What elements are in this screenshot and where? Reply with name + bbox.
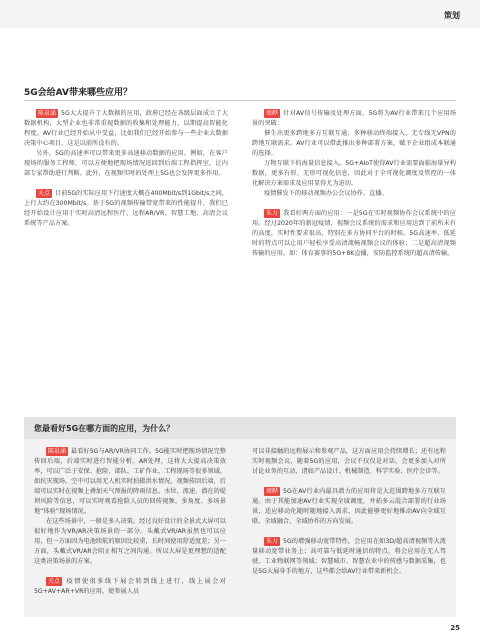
answer-paragraph [252,487,446,527]
answer-paragraph [252,109,456,129]
speaker-tag: 关点 [38,190,51,197]
speaker-tag: 周晔 [266,110,279,117]
answer-paragraph [34,517,226,567]
answer-text: 5G大大提升了大数据的应用，政府已经在各级层面成立了大数据机构，大型企业也非常重视数据的收集和处理能力，以期提高智能化程度。AV行业已经开始从中受益，比如我们已经开始参与一些企业大数据决策中心项目，这是以前所没有的。 [24,110,228,147]
answer-paragraph [24,109,228,149]
answer-paragraph [252,129,456,159]
answer-column-left-2 [34,447,226,597]
answer-text: 针对AV信号传输及处理方面，5G将为AV行业带来几个应用场景的突破： [252,110,456,127]
answer-paragraph [24,189,228,229]
answer-text: 5G在AV行业内最具潜力的应用将是大范围跨地多方互联互通。由于其能加速AV行业实现全域调度，并拓多云混合部署的行业场景，适应移动化随时随地接入需求，因此能够更好地推动AV向全域互联、全域融合、全域协作的方向发展。 [252,488,446,525]
page-number: 25 [450,624,460,632]
speaker-tag: 陈泉涌 [38,110,57,117]
answer-paragraph [252,209,456,259]
speaker-tag: 朱力 [266,210,279,217]
answer-paragraph [252,159,456,189]
answer-text: 催生出更多跨地多方互联互通、多种移动终端接入、无专线无VPN的跨地互联需求。AV行业可以借此推出多种部署方案，赋予企业组成本联通的选择。 [252,130,456,157]
answer-text: 另外，5G的高速率可以带来更多高速移动数据的应用。例如，在客户现场的服务工程师，可以方便地把现场情况返回到后端工程指挥室，让内部专家帮助进行判断。此外，在视频实时的处理上5G也会发挥更多作用。 [24,150,228,177]
answer-paragraph [252,189,456,199]
answer-column-right-1 [252,109,456,259]
answer-text: 疫情使很多线下展会转到线上进行，线上展会对5G+AV+AR+VR的应用，使参展人员 [34,578,226,595]
answer-text: 最看好5G与AR/VR协同工作。5G能实时把现场情况完整传回后端，后端实时进行智能分析。AR处理，这将大大提高决策效率，可以广泛于安保、抢险、部队、工矿作业、工程现场等很多领域。如抗灾现场，空中可以用无人机实时拍摄洪水情况，视频传回后端，后端可以实时在视频上叠加天气预报的降雨信息、水位、流速、潜在的堤坝风险等信息，可以实时观看抢险人员的回传视频，多角度、多场景地“体验”现场情况。 [34,448,226,515]
answer-text: 可以非接触的远程展示和参观产品，这方面应用会持续增长；还有远程实时视频会议，随着5G的应用，会议不仅仅是对话，会更多加入对所讨论业务的互动，诸如产品设计、机械制造、科学实验、医疗会诊等。 [252,448,446,475]
question-title-1: 5G会给AV带来哪些应用？ [24,88,132,98]
answer-paragraph [252,537,446,577]
question-title-2: 您最看好5G在哪方面的应用，为什么？ [34,424,175,433]
answer-text: 在这些场景中，一般是多人决策。经过良好设计的全景式大屏可以很好地作为VR/AR决策场景的一部分。头戴式VR/AR虽然也可以应用，但一方面因为电池续航的原因比较重，长时间使用舒适度差；另一方面，头戴式VR/AR会阻止相互之间沟通。所以大屏是更理想的适配这类决策场景的方案。 [34,518,226,565]
answer-column-right-2 [252,447,446,577]
divider [24,100,456,101]
speaker-tag: 朱力 [266,538,279,545]
answer-text: 疫情催发下的移动视频办公会议协作、直播。 [264,190,388,197]
answer-paragraph [24,149,228,179]
answer-column-left-1 [24,109,228,229]
answer-paragraph [34,577,226,597]
answer-text: 5G的增强移动宽带特性，会应用在如3D/超高清视频等大流量移动宽带业务上；高可靠与低延时通信的特点，将会应用在无人驾驶、工业物联网等领域；智慧城市、智慧农业中的传感与数据采集，也是5G大展身手的地方，这些都会给AV行业带来新机会。 [252,538,446,575]
answer-text: 我看好两方面的应用：一是5G在实时视频协作会议系统中的应用。经过2020年的新冠疫情，视频会议系统的需求和应用达到了前所未有的高度，实时性要求很高，特别在多方协同平台的时候。5G高速率、低延时的特点可以让用户轻松享受高清流畅视频会议的体验；二是超高清视频传输的应用。如：体育赛事的5G+8K直播，安防监控系统的超高清传输。 [252,210,456,257]
speaker-tag: 周晔 [266,488,279,495]
speaker-tag: 关点 [48,578,61,585]
header-bar [0,0,480,28]
answer-text: 目前5G的实际应用下行速度大概在400Mbit/s到1Gbit/s之间，上行大约在300Mbit/s。基于5G的视频传输带宽带来的性能提升，我们已经开始设计应用于实时高清远程医疗、远程AR/VR、智慧工地、高清会议系统等产品方案。 [24,190,228,227]
answer-paragraph [34,447,226,517]
answer-text: 万物互联下的海量信息接入。5G+AIoT使得AV行业需要面临海量异构数据，更多有形、无形可视化信息，因此对于全可视化调度及管控的一体化解决方案需求及应用显得尤为迫切。 [252,160,456,187]
speaker-tag: 陈泉涌 [48,448,67,455]
panel-header [24,417,456,439]
answer-paragraph [252,447,446,477]
section-label: 策划 [444,11,460,20]
